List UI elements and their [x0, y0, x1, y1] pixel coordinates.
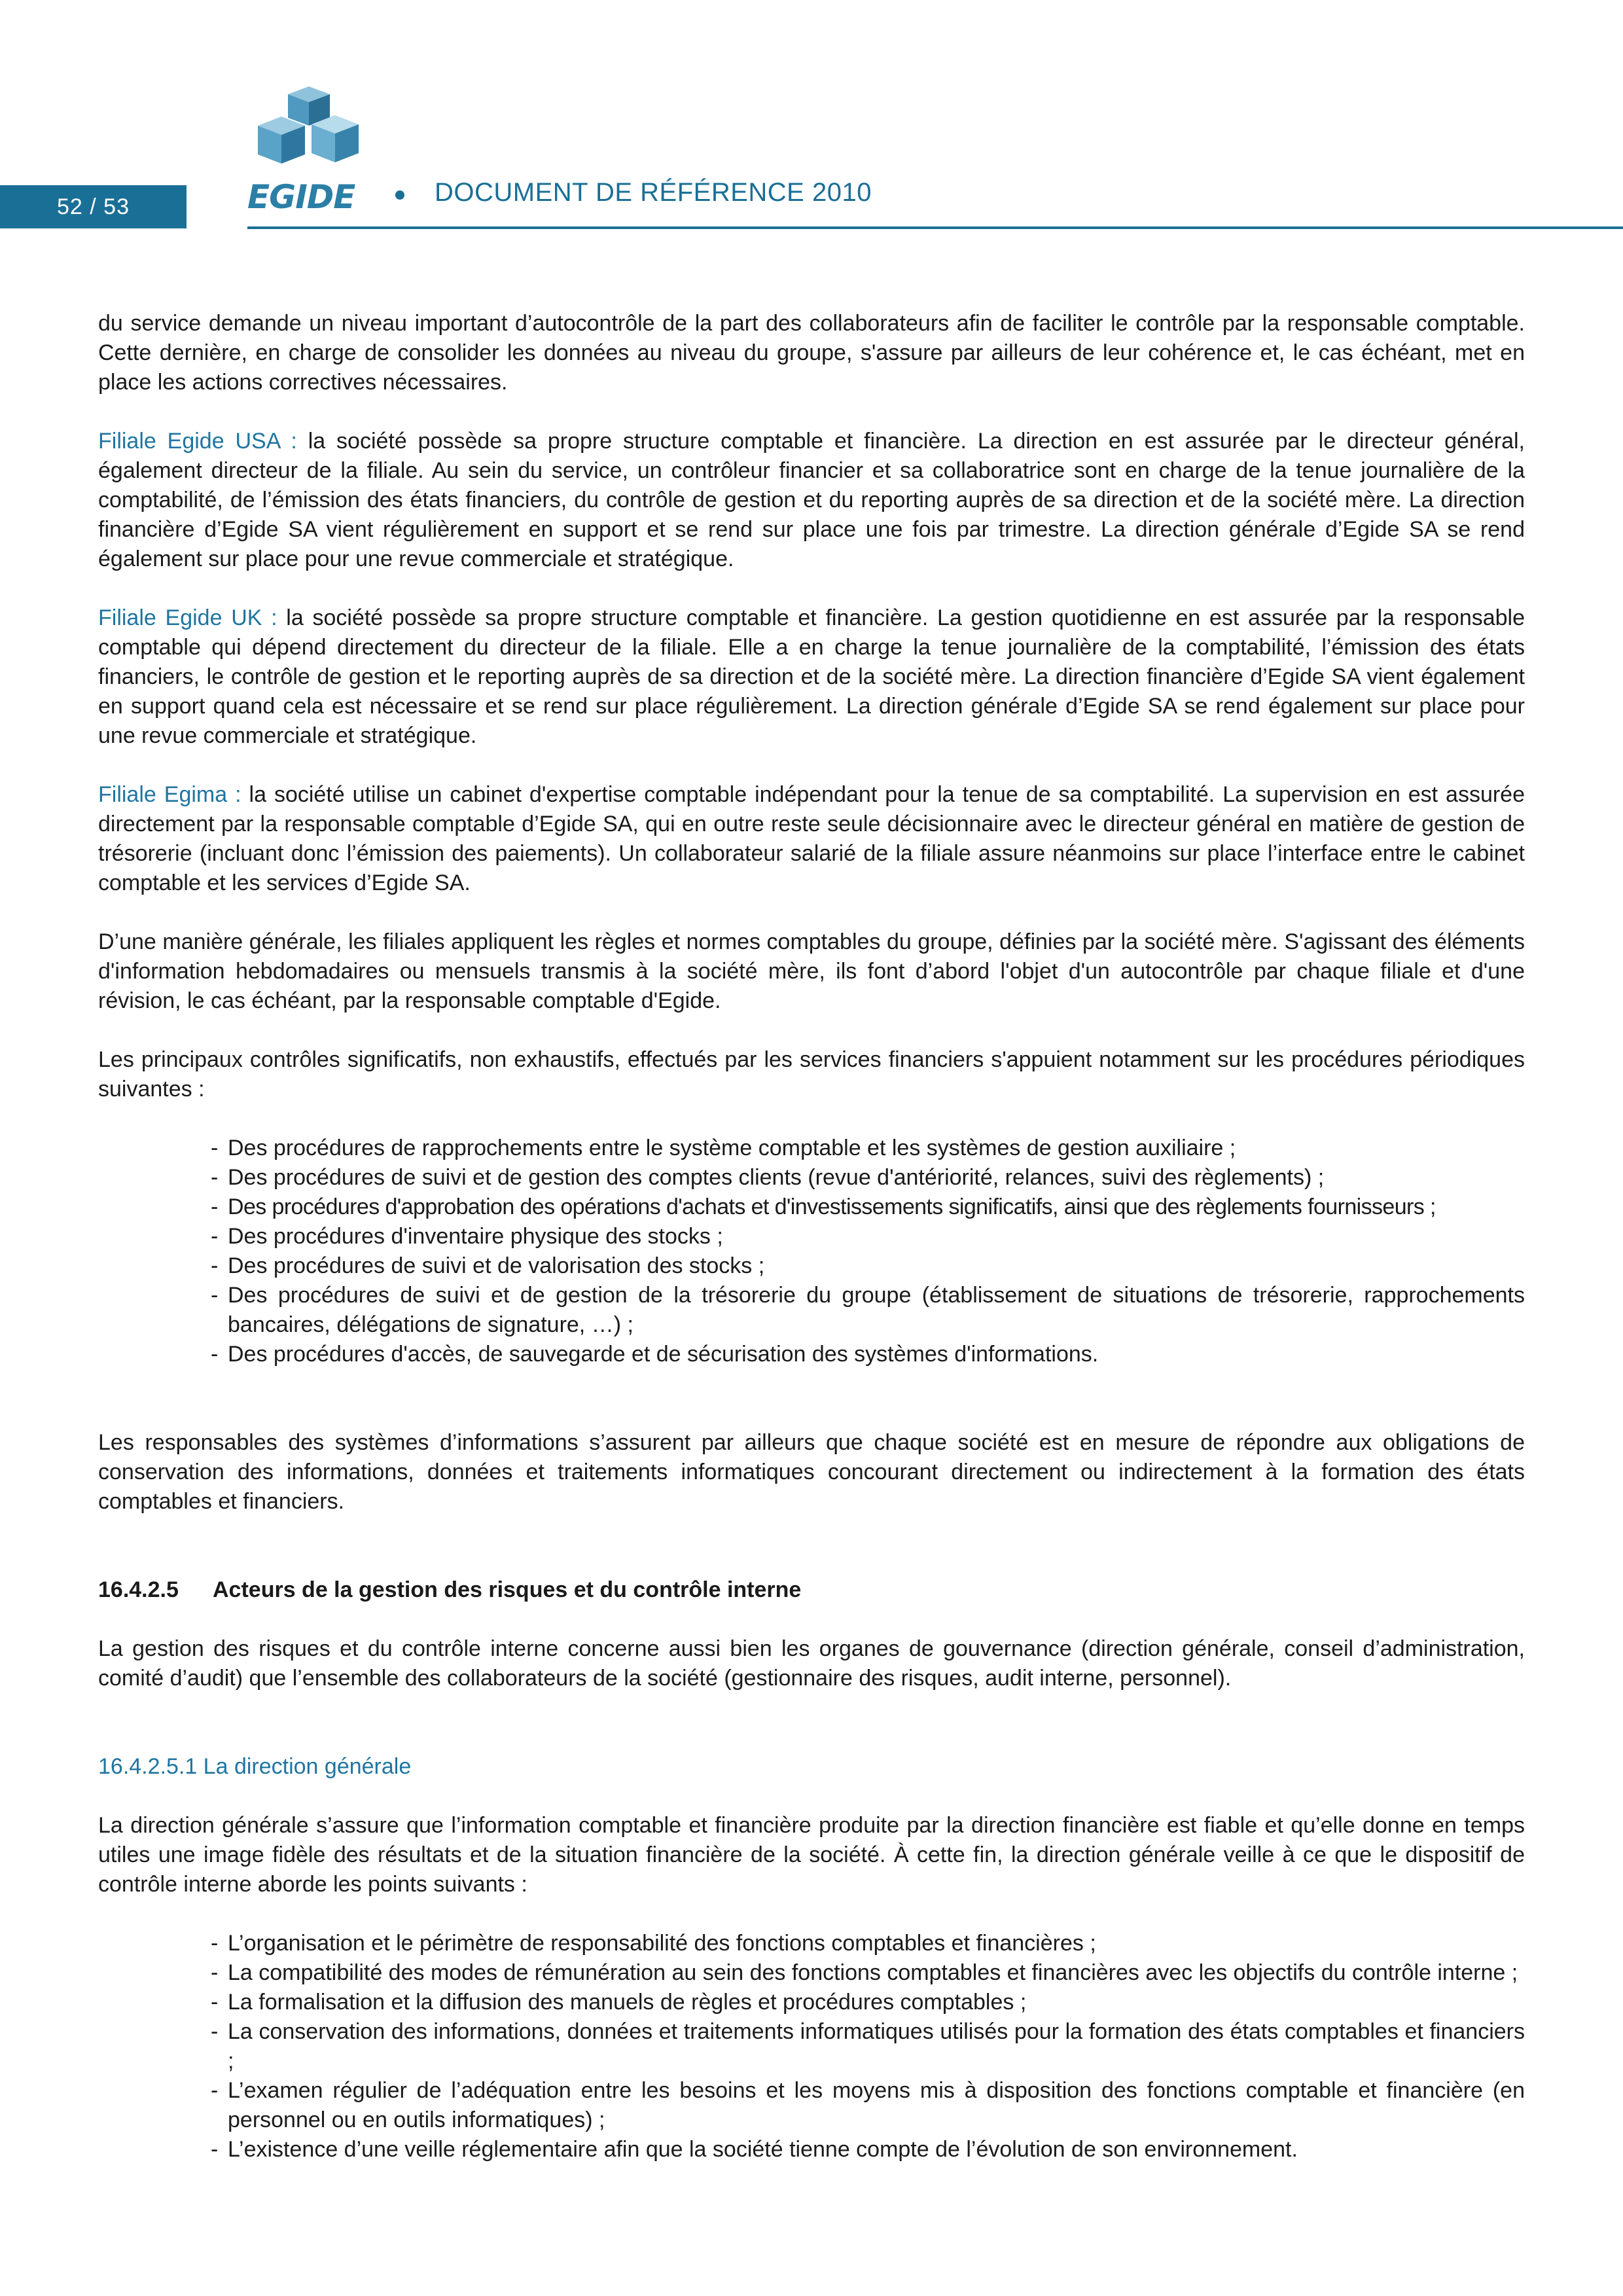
document-title: DOCUMENT DE RÉFÉRENCE 2010	[435, 178, 872, 207]
page-separator: /	[90, 194, 97, 219]
list-item: - L’existence d’une veille réglementaire afin que la société tienne compte de l’évolution de son environnement.	[211, 2135, 1525, 2164]
paragraph-direction-generale: La direction générale s’assure que l’information comptable et financière produite par la direction financière est fiable et qu’elle donne en temps utiles une image fidèle des résultats et de la situation financière de la société. À cette fin, la direction générale veille à ce que le dispositif de contrôle interne aborde les points suivants :	[98, 1813, 1525, 1897]
list-item: - La formalisation et la diffusion des manuels de règles et procédures comptables ;	[211, 1988, 1525, 2017]
text-egide-uk: la société possède sa propre structure comptable et financière. La gestion quotidienne en est assurée par la responsable comptable qui dépend directement du directeur de la filiale. Elle a en charge la tenue journalière de la comptabilité, l’émission des états financiers, le contrôle de gestion et le reporting auprès de sa direction et de la société mère. La direction financière d’Egide SA vient également en support quand cela est nécessaire et se rend sur place régulièrement. La direction générale d’Egide SA se rend également sur place pour une revue commerciale et stratégique.	[98, 605, 1525, 748]
page-total: 53	[103, 194, 130, 219]
controls-list	[98, 1134, 1525, 1369]
text-egide-usa: la société possède sa propre structure comptable et financière. La direction en est assurée par le directeur général, également directeur de la filiale. Au sein du service, un contrôleur financier et sa collaboratrice sont en charge de la tenue journalière de la comptabilité, de l’émission des états financiers, du contrôle de gestion et du reporting auprès de sa direction et de la société mère. La direction financière d’Egide SA vient régulièrement en support et se rend sur place une fois par trimestre. La direction générale d’Egide SA se rend également sur place pour une revue commerciale et stratégique.	[98, 429, 1525, 571]
page-number-badge	[0, 185, 187, 228]
paragraph-intro: du service demande un niveau important d’autocontrôle de la part des collaborateurs afin de faciliter le contrôle par la responsable comptable. Cette dernière, en charge de consolider les données au niveau du groupe, s'assure par ailleurs de leur cohérence et, le cas échéant, met en place les actions correctives nécessaires.	[98, 311, 1525, 395]
direction-generale-list	[98, 1929, 1525, 2164]
paragraph-actors: La gestion des risques et du contrôle interne concerne aussi bien les organes de gouvernance (direction générale, conseil d’administration, comité d’audit) que l’ensemble des collaborateurs de la société (gestionnaire des risques, audit interne, personnel).	[98, 1636, 1525, 1691]
text-egima: la société utilise un cabinet d'expertise comptable indépendant pour la tenue de sa comptabilité. La supervision en est assurée directement par la responsable comptable d’Egide SA, qui en outre reste seule décisionnaire avec le directeur général en matière de gestion de trésorerie (incluant donc l’émission des paiements). Un collaborateur salarié de la filiale assure néanmoins sur place l’interface entre le cabinet comptable et les services d’Egide SA.	[98, 782, 1525, 895]
paragraph-egima	[98, 780, 1525, 898]
list-item: - Des procédures d'approbation des opérations d'achats et d'investissements significatifs, ainsi que des règlements fournisseurs ;	[211, 1193, 1525, 1222]
paragraph-systems: Les responsables des systèmes d’informations s’assurent par ailleurs que chaque société est en mesure de répondre aux obligations de conservation des informations, données et traitements informatiques concourant directement ou indirectement à la formation des états comptables et financiers.	[98, 1430, 1525, 1514]
list-item: - L’organisation et le périmètre de responsabilité des fonctions comptables et financières ;	[211, 1929, 1525, 1958]
list-item: - La conservation des informations, données et traitements informatiques utilisés pour la formation des états comptables et financiers ;	[211, 2017, 1525, 2076]
list-item: - Des procédures de suivi et de gestion des comptes clients (revue d'antériorité, relances, suivi des règlements) ;	[211, 1163, 1525, 1193]
paragraph-egide-usa	[98, 427, 1525, 574]
page-current: 52	[56, 194, 83, 219]
egide-logo-text: EGIDE	[247, 178, 355, 216]
paragraph-controls: Les principaux contrôles significatifs, non exhaustifs, effectués par les services financiers s'appuient notamment sur les procédures périodiques suivantes :	[98, 1047, 1525, 1102]
section-number: 16.4.2.5	[98, 1577, 179, 1602]
lead-egide-usa: Filiale Egide USA :	[98, 429, 297, 454]
header-bullet	[395, 190, 404, 200]
list-item: - Des procédures de suivi et de valorisation des stocks ;	[211, 1251, 1525, 1281]
list-item: - La compatibilité des modes de rémunération au sein des fonctions comptables et financières avec les objectifs du contrôle interne ;	[211, 1958, 1525, 1988]
page-content	[98, 309, 1525, 2164]
list-item: - Des procédures de suivi et de gestion de la trésorerie du groupe (établissement de situations de trésorerie, rapprochements bancaires, délégations de signature, …) ;	[211, 1281, 1525, 1340]
list-item: - L’examen régulier de l’adéquation entre les besoins et les moyens mis à disposition des fonctions comptable et financière (en personnel ou en outils informatiques) ;	[211, 2076, 1525, 2135]
list-item: - Des procédures d'inventaire physique des stocks ;	[211, 1222, 1525, 1251]
subsection-heading-direction-generale: 16.4.2.5.1 La direction générale	[98, 1754, 412, 1779]
section-heading-actors	[98, 1575, 1525, 1605]
lead-egide-uk: Filiale Egide UK :	[98, 605, 277, 630]
section-title: Acteurs de la gestion des risques et du contrôle interne	[213, 1577, 802, 1602]
header-rule	[247, 226, 1623, 229]
list-item: - Des procédures d'accès, de sauvegarde et de sécurisation des systèmes d'informations.	[211, 1340, 1525, 1369]
paragraph-egide-uk	[98, 603, 1525, 751]
paragraph-general: D’une manière générale, les filiales appliquent les règles et normes comptables du groupe, définies par la société mère. S'agissant des éléments d'information hebdomadaires ou mensuels transmis à la société mère, ils font d’abord l'objet d'un autocontrôle par chaque filiale et d'une révision, le cas échéant, par la responsable comptable d'Egide.	[98, 929, 1525, 1013]
list-item: - Des procédures de rapprochements entre le système comptable et les systèmes de gestion auxiliaire ;	[211, 1134, 1525, 1163]
lead-egima: Filiale Egima :	[98, 782, 241, 807]
